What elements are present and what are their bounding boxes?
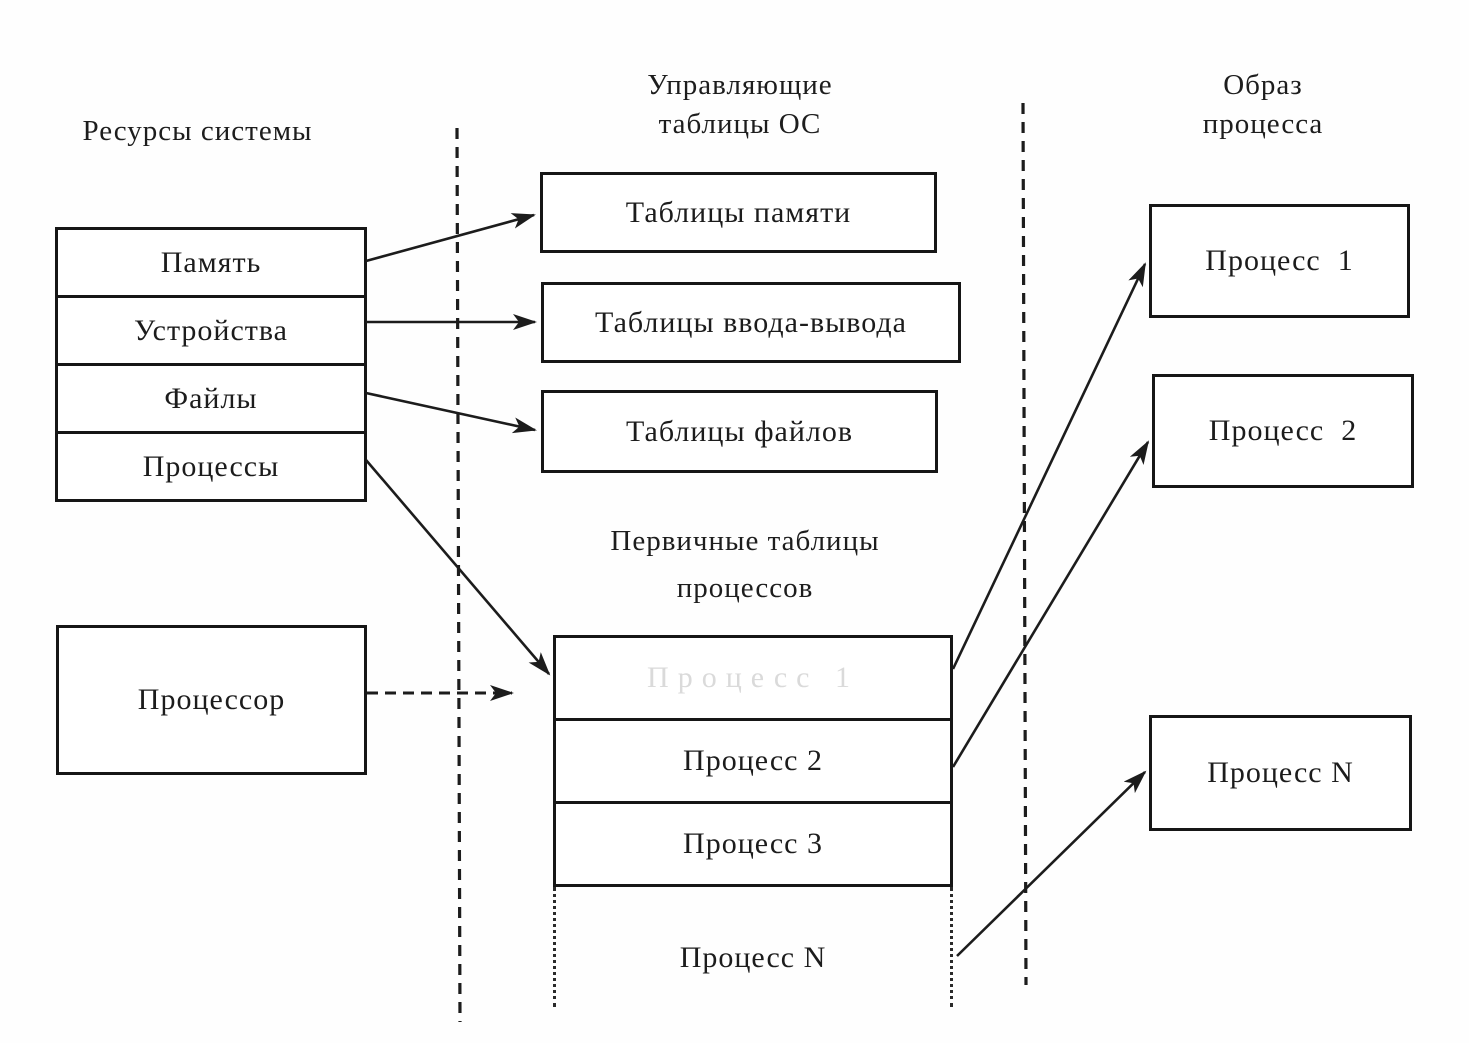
process-image-box-1: [1149, 204, 1410, 318]
arrow-table-row1-to-process1: [953, 264, 1145, 669]
primary-tables-heading-line1: Первичные таблицы: [610, 525, 880, 557]
process-table-row-1: [556, 638, 950, 721]
resources-heading: Ресурсы системы: [82, 115, 313, 147]
file-tables-box: [541, 390, 938, 473]
section-divider-left: [457, 128, 460, 1022]
io-tables-label: Таблицы ввода-вывода: [595, 305, 907, 339]
memory-tables-box: [540, 172, 937, 253]
process-image-heading: [1110, 66, 1416, 144]
process-table-row-3-label: Процесс 3: [683, 827, 823, 860]
process-image-box-1-label: Процесс 1: [1205, 244, 1354, 277]
process-image-box-2: [1152, 374, 1414, 488]
os-tables-heading: [555, 66, 925, 144]
process-table-row-n-label: Процесс N: [679, 941, 827, 974]
resource-row-memory-label: Память: [160, 245, 262, 279]
process-table-row-3: [556, 804, 950, 884]
resource-row-processes: [58, 434, 364, 499]
arrow-table-rown-to-processn: [957, 772, 1145, 956]
arrow-memory-to-memory-tables: [366, 215, 534, 261]
process-image-heading-line2: процесса: [1202, 108, 1324, 140]
process-table-row-2-label: Процесс 2: [683, 744, 823, 777]
resource-row-processes-label: Процессы: [142, 449, 280, 483]
os-tables-heading-line2: таблицы ОС: [658, 108, 822, 140]
resource-row-memory: [58, 230, 364, 298]
process-image-heading-line1: Образ: [1223, 69, 1303, 101]
processor-box-label: Процессор: [137, 683, 286, 716]
resource-row-devices: [58, 298, 364, 366]
process-table-row-2: [556, 721, 950, 804]
process-table-row-n: [553, 887, 953, 1007]
resource-row-files-label: Файлы: [164, 381, 258, 415]
arrow-table-row2-to-process2: [953, 442, 1148, 767]
processor-box: [56, 625, 367, 775]
process-table-row-1-label: Процесс 1: [647, 661, 859, 694]
os-tables-heading-line1: Управляющие: [647, 69, 833, 101]
section-divider-right: [1023, 103, 1026, 985]
resource-row-devices-label: Устройства: [134, 313, 288, 347]
process-image-box-2-label: Процесс 2: [1208, 414, 1358, 447]
primary-process-tables-heading: [540, 518, 950, 612]
resource-row-files: [58, 366, 364, 434]
process-image-box-n-label: Процесс N: [1207, 756, 1354, 789]
memory-tables-label: Таблицы памяти: [625, 195, 852, 229]
primary-tables-heading-line2: процессов: [676, 572, 814, 604]
arrow-files-to-file-tables: [366, 393, 535, 430]
process-image-box-n: [1149, 715, 1412, 831]
primary-process-table: [553, 635, 953, 887]
system-resources-stack: [55, 227, 367, 502]
file-tables-label: Таблицы файлов: [625, 414, 854, 448]
io-tables-box: [541, 282, 961, 363]
arrow-processes-to-process-table: [366, 460, 549, 674]
